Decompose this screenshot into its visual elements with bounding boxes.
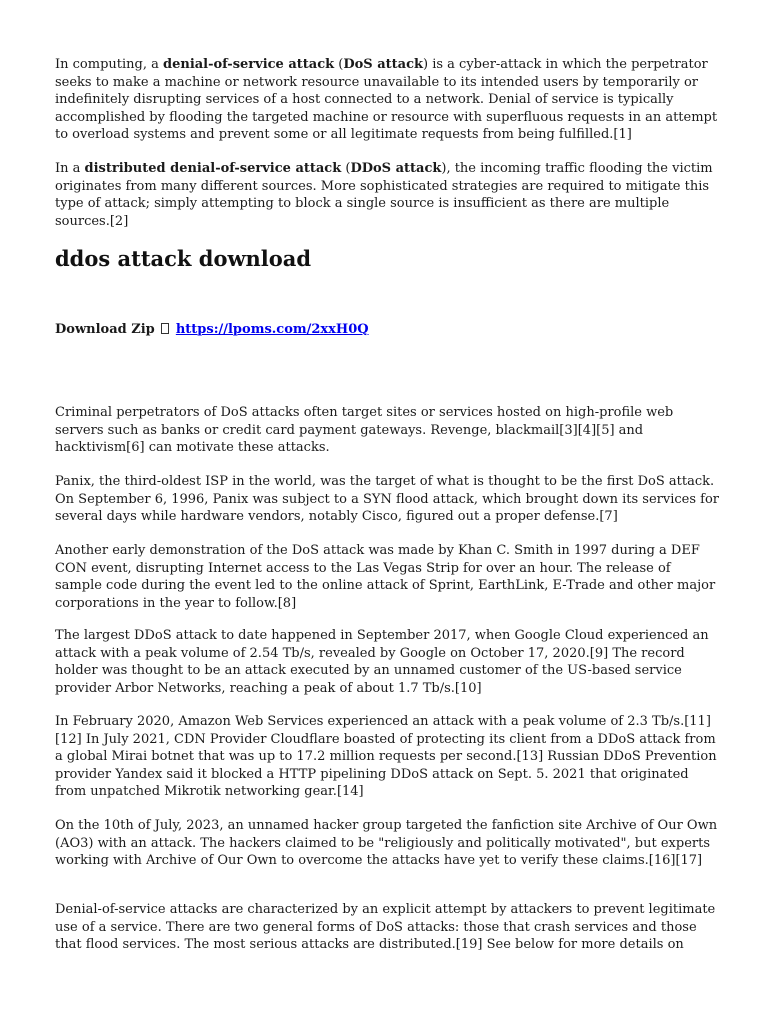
body-paragraph: On the 10th of July, 2023, an unnamed hacker group targeted the fanfiction site Archive of Our Own (AO3) with an attack. The hackers claimed to be "religiously and politically motivated", but experts working with Archive of Our Own to overcome the attacks have yet to verify these claims.[16][17]: [55, 818, 718, 868]
intro-text: (: [334, 57, 344, 72]
intro-text: In a: [55, 161, 85, 176]
intro-paragraph-dos: [55, 56, 720, 144]
intro-text: (: [341, 161, 351, 176]
body-paragraph: Another early demonstration of the DoS attack was made by Khan C. Smith in 1997 during a DEF CON event, disrupting Internet access to the Las Vegas Strip for over an hour. The release of sample code during the event led to the online attack of Sprint, EarthLink, E-Trade and other major corporations in the year to follow.[8]: [55, 543, 716, 611]
term-ddos-attack: distributed denial-of-service attack: [84, 161, 342, 176]
download-label: Download Zip: [55, 322, 155, 337]
intro-text: ), the incoming traffic flooding the victim originates from many different sources. More sophisticated strategies are required to mitigate this type of attack; simply attempting to block a single source is insufficient as there are multiple sources.[2]: [55, 161, 713, 229]
page-heading: ddos attack download: [55, 246, 312, 271]
term-ddos-abbrev: DDoS attack: [350, 161, 442, 176]
body-paragraph: The largest DDoS attack to date happened in September 2017, when Google Cloud experienced an attack with a peak volume of 2.54 Tb/s, revealed by Google on October 17, 2020.[9] The record holder was thought to be an attack executed by an unnamed customer of the US-based service provider Arbor Networks, reaching a peak of about 1.7 Tb/s.[10]: [55, 628, 709, 696]
missing-glyph-icon: [161, 323, 169, 334]
download-line: [55, 321, 369, 339]
intro-text: In computing, a: [55, 57, 163, 72]
body-paragraph: Panix, the third-oldest ISP in the world, was the target of what is thought to be the first DoS attack. On September 6, 1996, Panix was subject to a SYN flood attack, which brought down its services for several days while hardware vendors, notably Cisco, figured out a proper defense.[7]: [55, 474, 720, 524]
download-link[interactable]: https://lpoms.com/2xxH0Q: [175, 322, 369, 337]
term-dos-abbrev: DoS attack: [343, 57, 423, 72]
intro-paragraph-ddos: [55, 160, 720, 230]
body-paragraph: Criminal perpetrators of DoS attacks often target sites or services hosted on high-profile web servers such as banks or credit card payment gateways. Revenge, blackmail[3][4][5] and hacktivism[6] can motivate these attacks.: [55, 405, 674, 455]
term-dos-attack: denial-of-service attack: [163, 57, 335, 72]
body-paragraph: Denial-of-service attacks are characterized by an explicit attempt by attackers to prevent legitimate use of a service. There are two general forms of DoS attacks: those that crash services and those that flood services. The most serious attacks are distributed.[19] See below for more details on: [55, 902, 716, 952]
body-paragraph: In February 2020, Amazon Web Services experienced an attack with a peak volume of 2.3 Tb/s.[11][12] In July 2021, CDN Provider Cloudflare boasted of protecting its client from a DDoS attack from a global Mirai botnet that was up to 17.2 million requests per second.[13] Russian DDoS Prevention provider Yandex said it blocked a HTTP pipelining DDoS attack on Sept. 5. 2021 that originated from unpatched Mikrotik networking gear.[14]: [55, 714, 717, 799]
intro-text: ) is a cyber-attack in which the perpetrator seeks to make a machine or network resource unavailable to its intended users by temporarily or indefinitely disrupting services of a host connected to a network. Denial of service is typically accomplished by flooding the targeted machine or resource with superfluous requests in an attempt to overload systems and prevent some or all legitimate requests from being fulfilled.[1]: [55, 57, 718, 142]
